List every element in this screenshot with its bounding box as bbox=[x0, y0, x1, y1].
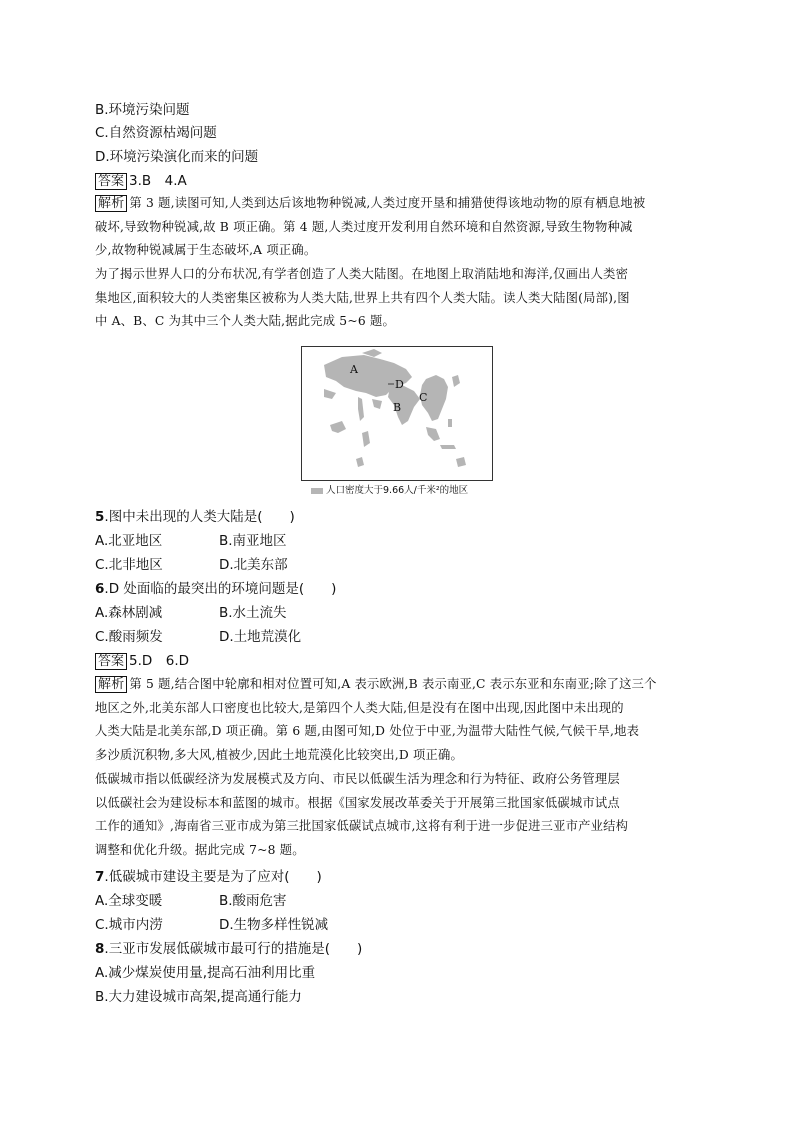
question-number: 7 bbox=[95, 869, 105, 885]
map-label-a: A bbox=[350, 363, 358, 376]
analysis-line: 第 3 题,读图可知,人类到达后该地物种锐减,人类过度开垦和捕猎使得该地动物的原有栖息地被 bbox=[129, 196, 646, 210]
region-se-asia bbox=[426, 427, 440, 441]
intro-line: 集地区,面积较大的人类密集区被称为人类大陆,世界上共有四个人类大陆。读人类大陆图(局部),图 bbox=[95, 290, 630, 305]
question-stem: .三亚市发展低碳城市最可行的措施是( ) bbox=[104, 941, 363, 957]
intro-7-8 bbox=[95, 768, 700, 862]
map-label-c: C bbox=[419, 391, 428, 404]
q5-option-b: B.南亚地区 bbox=[219, 533, 287, 549]
answer-text: 3.B 4.A bbox=[129, 173, 187, 189]
region-africa-north bbox=[324, 389, 336, 399]
q8-option-a: A.减少煤炭使用量,提高石油利用比重 bbox=[95, 965, 316, 981]
intro-line: 中 A、B、C 为其中三个人类大陆,据此完成 5~6 题。 bbox=[95, 314, 395, 328]
option-c-prev: C.自然资源枯竭问题 bbox=[95, 125, 217, 141]
intro-line: 为了揭示世界人口的分布状况,有学者创造了人类大陆图。在地图上取消陆地和海洋,仅画出人类密 bbox=[95, 267, 629, 281]
intro-line: 以低碳社会为建设标本和蓝图的城市。根据《国家发展改革委关于开展第三批国家低碳城市试点 bbox=[95, 795, 620, 810]
map-caption bbox=[311, 482, 468, 496]
map-caption-text: 人口密度大于9.66人/千米²的地区 bbox=[326, 485, 469, 496]
option-d-prev: D.环境污染演化而来的问题 bbox=[95, 149, 259, 165]
question-number: 6 bbox=[95, 581, 105, 597]
answer-tag: 答案 bbox=[95, 653, 127, 670]
analysis-line: 破坏,导致物种锐减,故 B 项正确。第 4 题,人类过度开发利用自然环境和自然资源,导致生物物种减 bbox=[95, 219, 633, 234]
human-continent-map bbox=[301, 346, 493, 481]
q6-option-a: A.森林剧减 bbox=[95, 605, 163, 621]
analysis-line: 第 5 题,结合图中轮廓和相对位置可知,A 表示欧洲,B 表示南亚,C 表示东亚和东南亚;除了这三个 bbox=[129, 677, 657, 691]
analysis-line: 地区之外,北美东部人口密度也比较大,是第四个人类大陆,但是没有在图中出现,因此图中未出现的 bbox=[95, 700, 624, 715]
q8-option-b: B.大力建设城市高架,提高通行能力 bbox=[95, 989, 302, 1005]
question-7 bbox=[95, 868, 322, 886]
q5-option-a: A.北亚地区 bbox=[95, 533, 163, 549]
q7-option-d: D.生物多样性锐减 bbox=[219, 917, 329, 933]
answer-tag: 答案 bbox=[95, 173, 127, 190]
answer-3-4 bbox=[95, 172, 187, 190]
intro-line: 低碳城市指以低碳经济为发展模式及方向、市民以低碳生活为理念和行为特征、政府公务管理层 bbox=[95, 772, 620, 786]
q6-option-d: D.土地荒漠化 bbox=[219, 629, 302, 645]
intro-line: 调整和优化升级。据此完成 7~8 题。 bbox=[95, 842, 305, 857]
map-label-b: B bbox=[393, 401, 402, 414]
map-svg bbox=[302, 347, 492, 480]
region-middle-east bbox=[372, 399, 382, 409]
region-africa-south bbox=[356, 457, 364, 467]
intro-5-6 bbox=[95, 263, 700, 334]
analysis-line: 多沙质沉积物,多大风,植被少,因此土地荒漠化比较突出,D 项正确。 bbox=[95, 747, 464, 762]
legend-swatch bbox=[311, 488, 323, 494]
q7-option-b: B.酸雨危害 bbox=[219, 893, 287, 909]
q6-option-c: C.酸雨频发 bbox=[95, 629, 163, 645]
q7-option-a: A.全球变暖 bbox=[95, 893, 163, 909]
region-africa-east bbox=[362, 431, 370, 447]
analysis-tag: 解析 bbox=[95, 676, 127, 693]
question-5 bbox=[95, 508, 295, 526]
analysis-3-4 bbox=[95, 192, 700, 263]
answer-text: 5.D 6.D bbox=[129, 653, 190, 669]
option-b-prev: B.环境污染问题 bbox=[95, 102, 190, 118]
analysis-tag: 解析 bbox=[95, 195, 127, 212]
question-number: 8 bbox=[95, 941, 105, 957]
q5-option-c: C.北非地区 bbox=[95, 557, 163, 573]
question-8 bbox=[95, 940, 362, 958]
question-stem: .低碳城市建设主要是为了应对( ) bbox=[104, 869, 322, 885]
analysis-line: 少,故物种锐减属于生态破坏,A 项正确。 bbox=[95, 243, 317, 257]
region-africa-west bbox=[330, 421, 346, 433]
region-java bbox=[440, 445, 456, 449]
q6-option-b: B.水土流失 bbox=[219, 605, 287, 621]
q7-option-c: C.城市内涝 bbox=[95, 917, 163, 933]
region-australia bbox=[456, 457, 466, 467]
question-6 bbox=[95, 580, 336, 598]
intro-line: 工作的通知》,海南省三亚市成为第三批国家低碳试点城市,这将有利于进一步促进三亚市产业结构 bbox=[95, 819, 629, 833]
question-stem: .图中未出现的人类大陆是( ) bbox=[104, 509, 295, 525]
region-philippines bbox=[448, 419, 452, 427]
region-japan bbox=[452, 375, 460, 387]
analysis-5-6 bbox=[95, 673, 700, 767]
question-number: 5 bbox=[95, 509, 105, 525]
map-label-d: D bbox=[395, 378, 404, 391]
answer-5-6 bbox=[95, 652, 189, 670]
question-stem: .D 处面临的最突出的环境问题是( ) bbox=[104, 581, 337, 597]
region-nile bbox=[358, 397, 364, 421]
q5-option-d: D.北美东部 bbox=[219, 557, 288, 573]
analysis-line: 人类大陆是北美东部,D 项正确。第 6 题,由图可知,D 处位于中亚,为温带大陆性气候,气候干旱,地表 bbox=[95, 724, 640, 738]
